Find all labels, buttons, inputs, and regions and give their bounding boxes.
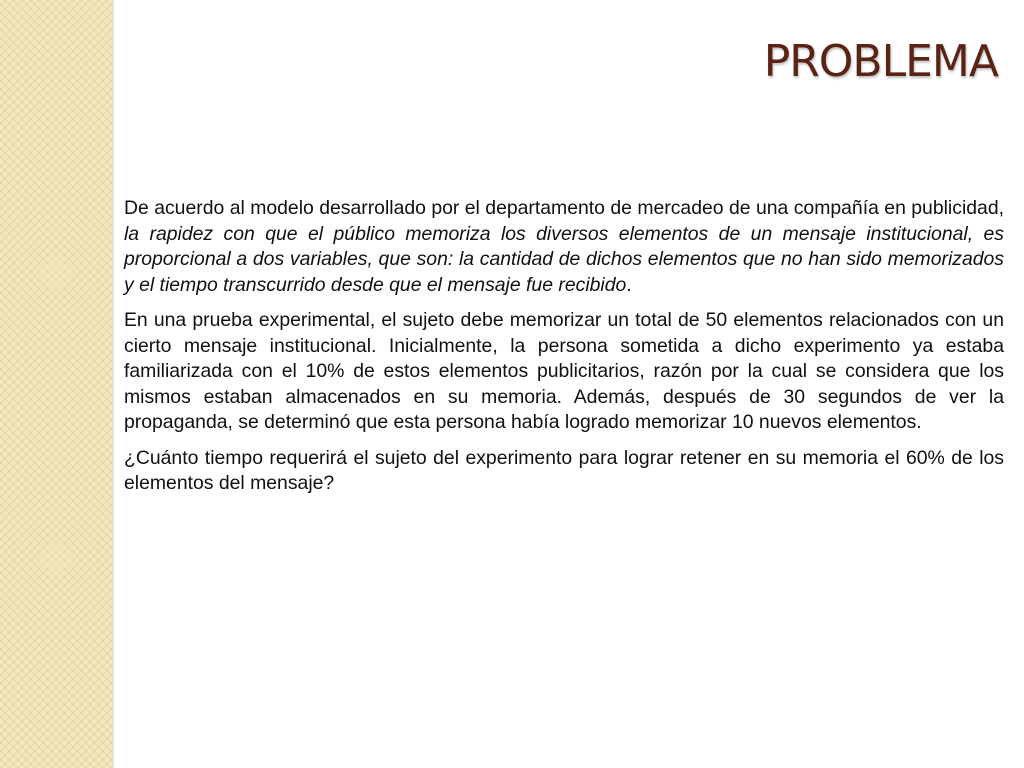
side-pattern-edge bbox=[112, 0, 115, 768]
paragraph-1-end: . bbox=[626, 273, 632, 296]
paragraph-1-intro: De acuerdo al modelo desarrollado por el departamento de mercadeo de una compañía en publicidad, bbox=[124, 197, 1004, 219]
slide-title: PROBLEMA bbox=[763, 36, 998, 87]
problem-text-box bbox=[116, 188, 1010, 566]
decorative-side-pattern bbox=[0, 0, 112, 768]
paragraph-1-italic: la rapidez con que el público memoriza los diversos elementos de un mensaje institucional, es proporcional a dos variables, que son: la cantidad de dichos elementos que no han sido memorizados y el tiempo transcurrido desde que el mensaje fue recibido bbox=[124, 222, 1004, 296]
problem-paragraph-1 bbox=[124, 196, 1004, 298]
problem-paragraph-2: En una prueba experimental, el sujeto debe memorizar un total de 50 elementos relacionados con un cierto mensaje institucional. Inicialmente, la persona sometida a dicho experimento ya estaba familiarizada con el 10% de estos elementos publicitarios, razón por la cual se considera que los mismos estaban almacenados en su memoria. Además, después de 30 segundos de ver la propaganda, se determinó que esta persona había logrado memorizar 10 nuevos elementos. bbox=[124, 309, 1004, 433]
problem-question: ¿Cuánto tiempo requerirá el sujeto del experimento para lograr retener en su memoria el 60% de los elementos del mensaje? bbox=[124, 446, 1004, 494]
